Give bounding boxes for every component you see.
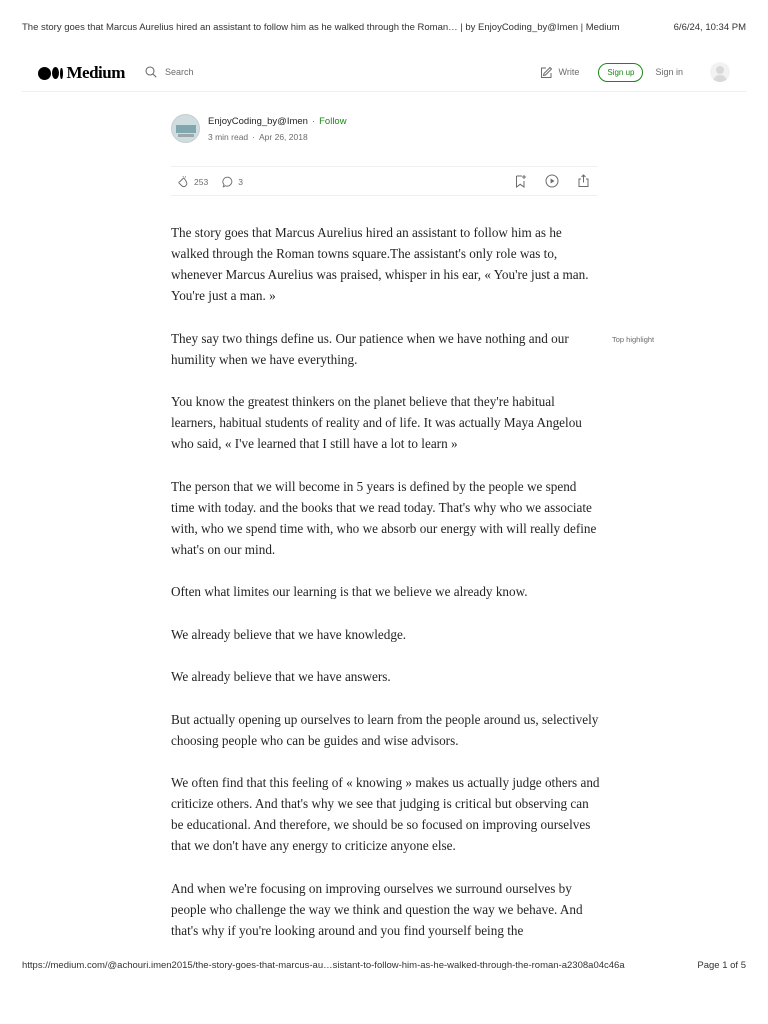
author-name[interactable]: EnjoyCoding_by@Imen [208,116,308,127]
responses-button[interactable] [222,176,243,188]
article-paragraph: We already believe that we have knowledge. [171,626,407,642]
clap-icon [177,175,190,188]
print-url: https://medium.com/@achouri.imen2015/the-story-goes-that-marcus-au…sistant-to-follow-him-as-he-walked-through-the-roman-a2308a04c46a [22,960,625,971]
logo-wordmark: Medium [66,63,125,82]
write-label: Write [558,67,580,77]
print-footer [22,960,746,974]
article-paragraph: Often what limites our learning is that we believe we already know. [171,584,528,599]
meta-separator: · [252,132,256,142]
nav-actions [540,61,730,83]
print-page-number: Page 1 of 5 [697,960,746,971]
article-paragraph: We often find that this feeling of « knowing » makes us actually judge others and criticize others. And that's why we see that judging is critical but observing can be educational. And therefore, we should be so focused on improving ourselves that we don't have any energy to criticize anyone else. [171,775,600,853]
read-time: 3 min read [208,132,249,142]
print-header [22,22,746,36]
write-icon [540,66,553,79]
article-meta [208,132,308,142]
write-button[interactable] [540,66,579,79]
response-count: 3 [238,176,243,187]
publish-date: Apr 26, 2018 [259,132,308,142]
article-paragraph: We already believe that we have answers. [171,669,391,684]
response-icon [222,176,234,188]
author-line [208,116,347,127]
article-paragraph: You know the greatest thinkers on the planet believe that they're habitual learners, habitual students of reality and of life. It was actually Maya Angelou who said, « I've learned that I still have a lot to learn » [171,394,582,451]
search-bar[interactable] [145,64,194,80]
play-icon[interactable] [545,174,559,188]
bookmark-icon[interactable] [514,174,527,188]
avatar-icon[interactable] [710,62,730,82]
clap-count: 253 [194,176,209,187]
article-paragraph: The person that we will become in 5 years is defined by the people we spend time with today. and the books that we read today. That's why who we associate with, who we spend time with, who we absorb our energy with will really define what's on our mind. [171,478,597,557]
search-input[interactable]: Search [165,67,194,77]
sign-in-link[interactable]: Sign in [655,67,683,77]
article-paragraph: And when we're focusing on improving ourselves we surround ourselves by people who challenge the way we think and question the way we behave. And that's why if you're looking around and you find yourself being the [171,880,583,938]
article-action-bar [171,166,598,196]
article-paragraph: But actually opening up ourselves to learn from the people around us, selectively choosing people who can be guides and wise advisors. [171,711,599,748]
search-icon [145,66,157,78]
top-navbar [22,56,746,92]
follow-button[interactable]: Follow [319,116,347,127]
author-avatar[interactable] [171,114,200,143]
article-body [171,222,601,962]
medium-logo-icon [38,67,63,80]
clap-button[interactable] [177,175,208,188]
sign-up-button[interactable]: Sign up [598,63,643,82]
top-highlight-label: Top highlight [612,335,655,344]
medium-logo[interactable] [38,63,125,83]
author-block [171,113,601,145]
print-title: The story goes that Marcus Aurelius hired an assistant to follow him as he walked through the Roman… | by EnjoyCoding_by@Imen | Medium [22,22,620,33]
separator-dot: · [311,116,316,127]
article-paragraph: The story goes that Marcus Aurelius hired an assistant to follow him as he walked through the Roman towns square.The assistant's only role was to, whenever Marcus Aurelius was praised, whisper in his ear, « You're just a man. You're just a man. » [171,225,589,303]
share-icon[interactable] [577,174,590,188]
article-paragraph: They say two things define us. Our patience when we have nothing and our humility when we have everything. [171,330,569,367]
print-datetime: 6/6/24, 10:34 PM [673,22,746,33]
